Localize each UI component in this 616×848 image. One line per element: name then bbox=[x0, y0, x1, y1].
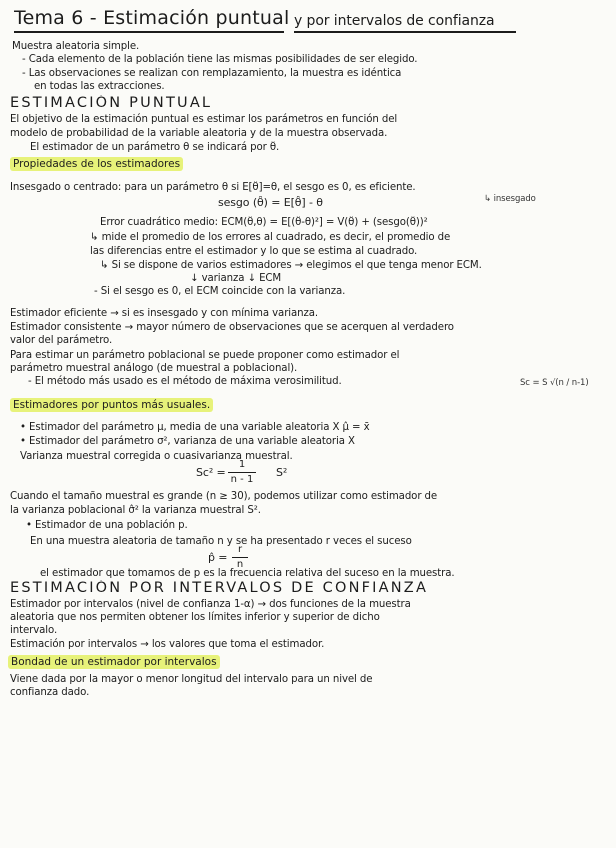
text-line: - El método más usado es el método de máxima verosimilitud. bbox=[28, 376, 342, 387]
formula-sc-denominator: n - 1 bbox=[230, 474, 254, 485]
text-line: - Las observaciones se realizan con remplazamiento, la muestra es idéntica bbox=[22, 68, 402, 79]
text-line: el estimador que tomamos de p es la frecuencia relativa del suceso en la muestra. bbox=[40, 568, 455, 579]
text-line: - Si el sesgo es 0, el ECM coincide con la varianza. bbox=[94, 286, 346, 297]
text-line: Estimador por intervalos (nivel de confianza 1-α) → dos funciones de la muestra bbox=[10, 599, 411, 610]
section-heading-puntual: ESTIMACIÓN PUNTUAL bbox=[10, 95, 213, 111]
formula-p-numerator: r bbox=[237, 544, 243, 555]
text-line: en todas las extracciones. bbox=[34, 81, 165, 92]
text-line: las diferencias entre el estimador y lo que se estima al cuadrado. bbox=[90, 246, 418, 257]
side-formula: Sc = S √(n / n-1) bbox=[520, 378, 589, 388]
text-line: • Estimador del parámetro σ², varianza de una variable aleatoria X bbox=[20, 436, 355, 447]
text-line: modelo de probabilidad de la variable aleatoria y de la muestra observada. bbox=[10, 128, 388, 139]
text-line: • Estimador del parámetro μ, media de una variable aleatoria X μ̂ = x̄ bbox=[20, 422, 370, 433]
formula-sc-numerator: 1 bbox=[238, 459, 246, 470]
subtitle-underline bbox=[294, 31, 516, 33]
text-note: ↳ insesgado bbox=[484, 194, 536, 204]
text-line: Estimación por intervalos → los valores que toma el estimador. bbox=[10, 639, 325, 650]
fraction-bar bbox=[232, 557, 248, 558]
highlight-propiedades: Propiedades de los estimadores bbox=[10, 157, 183, 171]
text-line: Cuando el tamaño muestral es grande (n ≥ 30), podemos utilizar como estimador de bbox=[10, 491, 438, 502]
text-line: Insesgado o centrado: para un parámetro θ si E[θ̂]=θ, el sesgo es 0, es eficiente. bbox=[10, 182, 416, 193]
text-line: aleatoria que nos permiten obtener los límites inferior y superior de dicho bbox=[10, 612, 380, 623]
text-line: intervalo. bbox=[10, 625, 58, 636]
text-line: valor del parámetro. bbox=[10, 335, 113, 346]
text-line: Estimador eficiente → si es insesgado y con mínima varianza. bbox=[10, 308, 319, 319]
formula-sc-rhs: S² bbox=[276, 466, 288, 479]
text-line: - Cada elemento de la población tiene las mismas posibilidades de ser elegido. bbox=[22, 54, 418, 65]
highlight-usuales: Estimadores por puntos más usuales. bbox=[10, 398, 213, 412]
text-line: ↳ mide el promedio de los errores al cuadrado, es decir, el promedio de bbox=[90, 232, 451, 243]
formula-sc-lhs: Sc² = bbox=[196, 466, 226, 479]
text-line: Error cuadrático medio: ECM(θ̂,θ) = E[(θ̂-θ)²] = V(θ̂) + (sesgo(θ̂))² bbox=[100, 217, 428, 228]
text-line: Muestra aleatoria simple. bbox=[12, 41, 140, 52]
formula-p-lhs: p̂ = bbox=[208, 551, 228, 564]
text-line: El estimador de un parámetro θ se indicará por θ̂. bbox=[30, 142, 280, 153]
highlight-bondad: Bondad de un estimador por intervalos bbox=[8, 655, 220, 669]
text-line: Estimador consistente → mayor número de observaciones que se acerquen al verdadero bbox=[10, 322, 454, 333]
text-line: parámetro muestral análogo (de muestral a poblacional). bbox=[10, 363, 298, 374]
text-line: confianza dado. bbox=[10, 687, 90, 698]
page-subtitle: y por intervalos de confianza bbox=[294, 13, 495, 29]
text-line: Varianza muestral corregida o cuasivarianza muestral. bbox=[20, 451, 293, 462]
page-title: Tema 6 - Estimación puntual bbox=[14, 7, 290, 29]
text-line: El objetivo de la estimación puntual es estimar los parámetros en función del bbox=[10, 114, 398, 125]
formula-sesgo: sesgo (θ̂) = E[θ̂] - θ bbox=[218, 196, 323, 209]
text-line: ↳ Si se dispone de varios estimadores → elegimos el que tenga menor ECM. bbox=[100, 260, 482, 271]
text-line: • Estimador de una población p. bbox=[26, 520, 188, 531]
title-underline bbox=[14, 31, 284, 33]
fraction-bar bbox=[228, 472, 256, 473]
section-heading-intervalos: ESTIMACIÓN POR INTERVALOS DE CONFIANZA bbox=[10, 580, 429, 596]
text-line: En una muestra aleatoria de tamaño n y se ha presentado r veces el suceso bbox=[30, 536, 412, 547]
text-line: Viene dada por la mayor o menor longitud del intervalo para un nivel de bbox=[10, 674, 373, 685]
text-line: Para estimar un parámetro poblacional se puede proponer como estimador el bbox=[10, 350, 400, 361]
text-line: la varianza poblacional σ̂² la varianza muestral S². bbox=[10, 505, 261, 516]
formula-p-denominator: n bbox=[236, 559, 244, 570]
text-line: ↓ varianza ↓ ECM bbox=[190, 273, 282, 284]
